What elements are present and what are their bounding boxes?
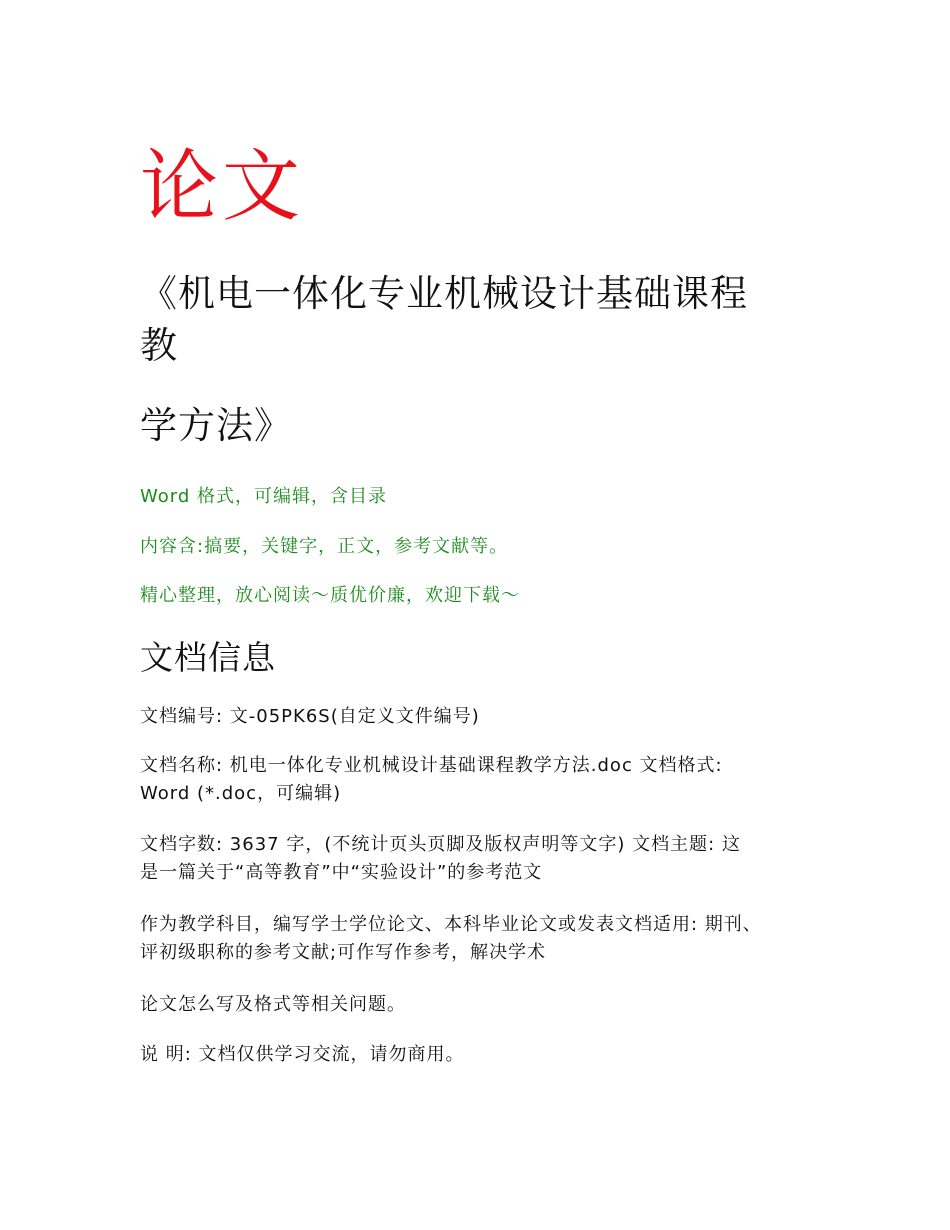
document-word-count-line-1: 文档字数: 3637 字，(不统计页头页脚及版权声明等文字) 文档主题: 这 (140, 834, 741, 855)
document-name (140, 752, 810, 808)
promo-download-line: 精心整理，放心阅读～质优价廉，欢迎下载～ (140, 585, 520, 606)
document-note (140, 1041, 810, 1069)
document-number (140, 703, 810, 731)
document-usage-continued (140, 991, 810, 1019)
document-title-line-3: 学方法》 (140, 404, 292, 447)
document-number-text: 文档编号: 文-05PK6S(自定义文件编号) (140, 706, 480, 727)
document-usage-line-2: 评初级职称的参考文献;可作写作参考，解决学术 (140, 942, 547, 963)
document-info-heading: 文档信息 (140, 638, 276, 677)
document-title-line-2: 教 (140, 324, 178, 367)
document-title (140, 268, 820, 452)
document-name-line-2: Word (*.doc，可编辑) (140, 783, 342, 804)
promo-contents-line: 内容含:搞要，关键字，正文，参考文献等。 (140, 536, 509, 557)
document-usage (140, 911, 810, 967)
document-usage-line-1: 作为教学科目，编写学士学位论文、本科毕业论文或发表文档适用: 期刊、 (140, 914, 762, 935)
document-note-text: 说 明: 文档仅供学习交流，请勿商用。 (140, 1044, 465, 1065)
document-name-line-1: 文档名称: 机电一体化专业机械设计基础课程教学方法.doc 文档格式: (140, 755, 723, 776)
document-title-line-1: 《机电一体化专业机械设计基础课程 (140, 272, 748, 315)
document-word-count-line-2: 是一篇关于“高等教育”中“实验设计”的参考范文 (140, 862, 543, 883)
document-word-count (140, 831, 810, 887)
promo-format-line: Word 格式，可编辑，含目录 (140, 486, 387, 507)
big-title: 论文 (140, 142, 305, 232)
document-usage-line-3: 论文怎么写及格式等相关问题。 (140, 994, 406, 1015)
